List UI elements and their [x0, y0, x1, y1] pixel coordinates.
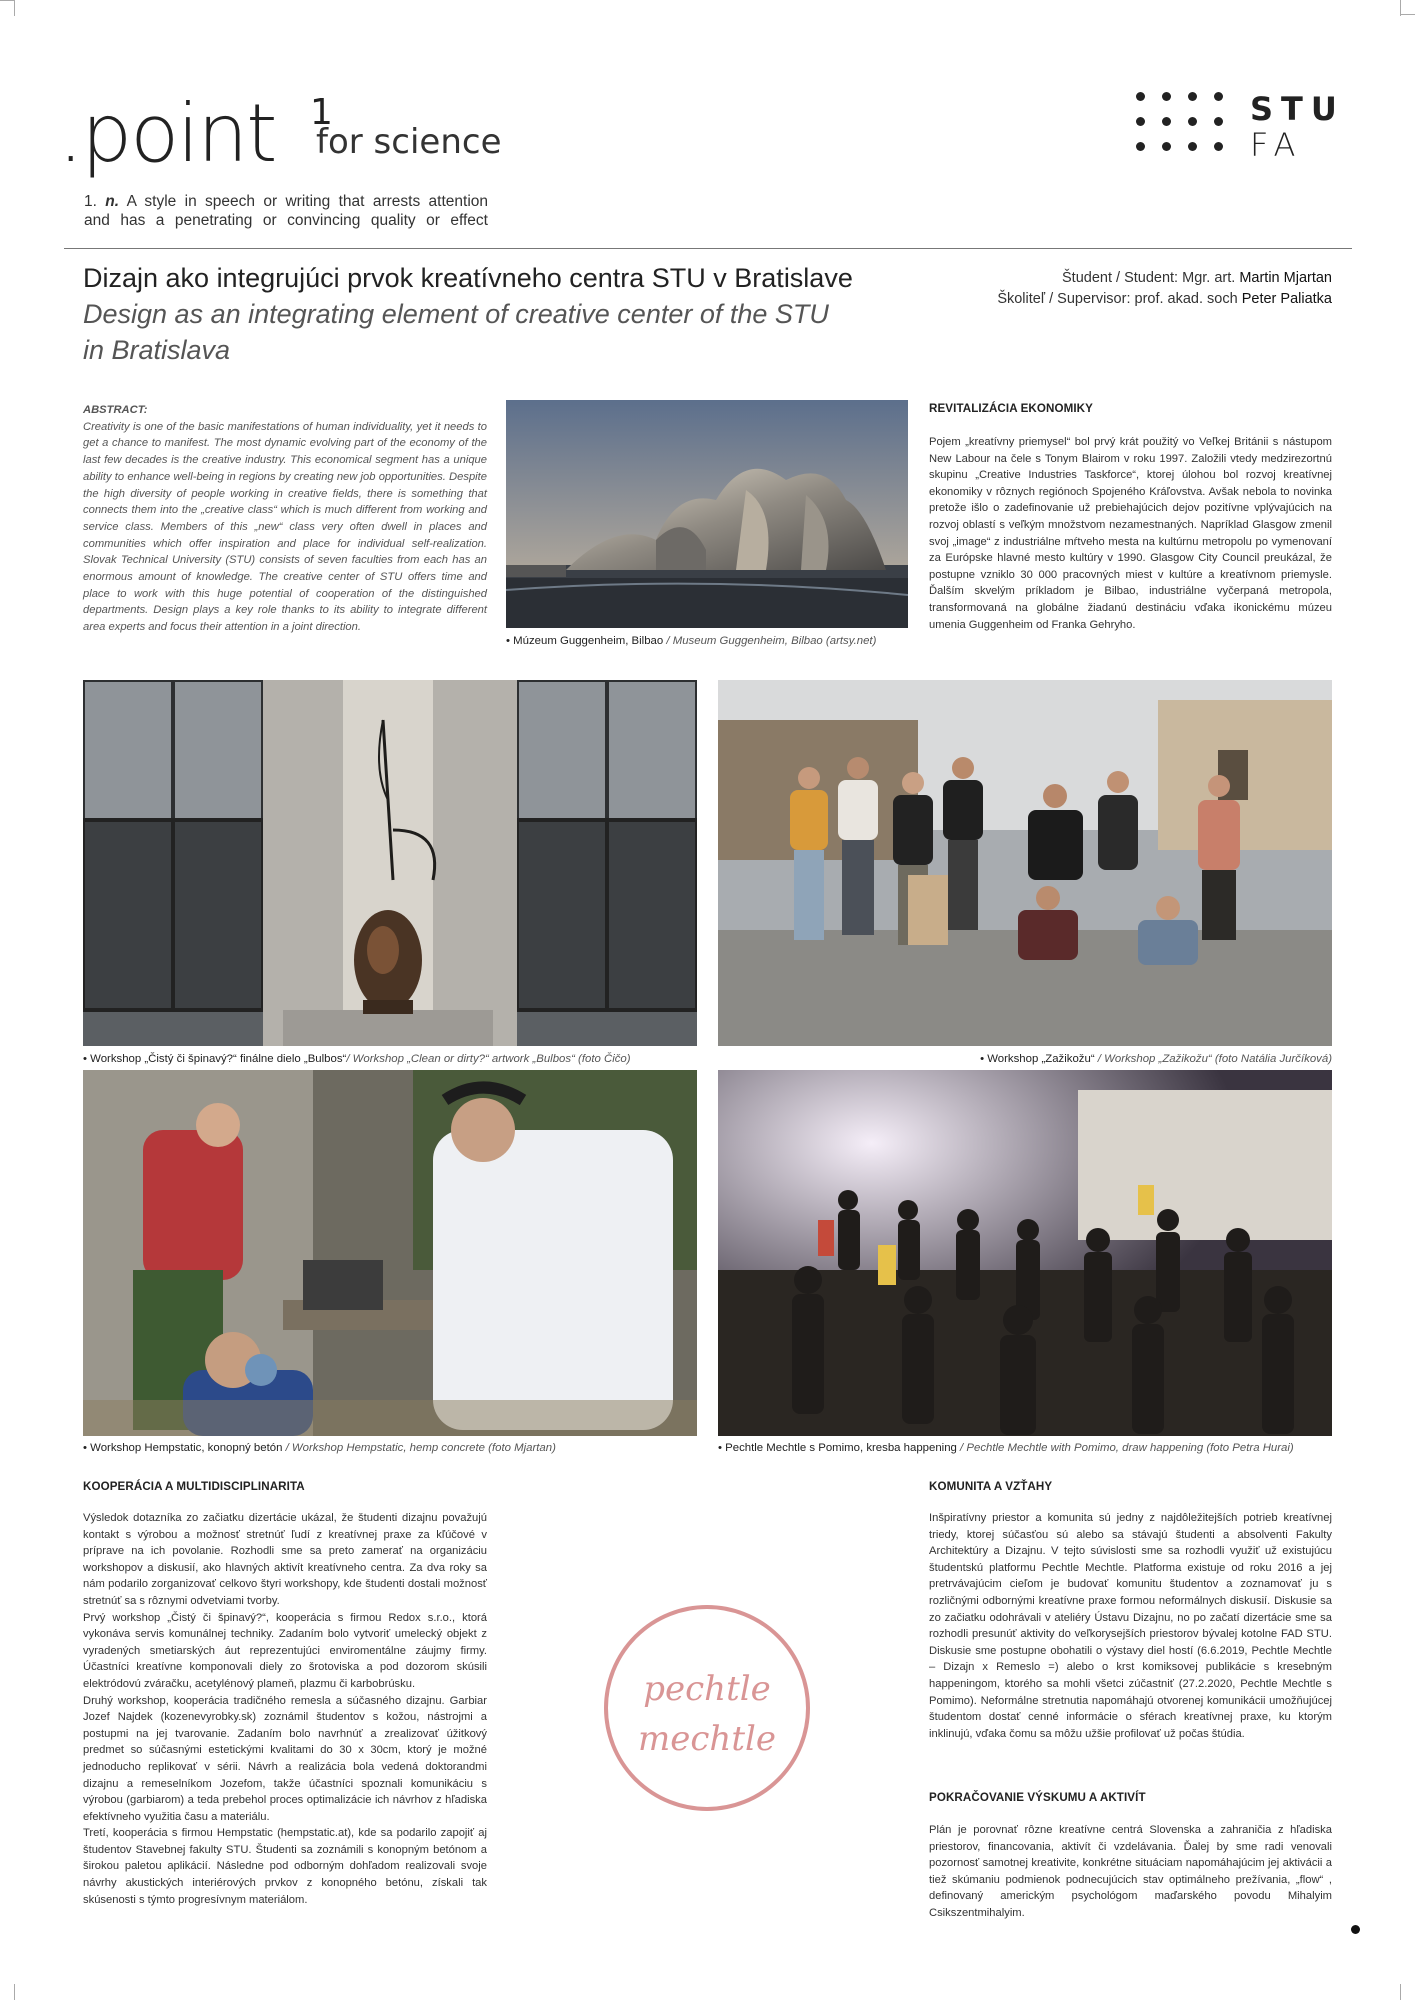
guggenheim-caption	[506, 634, 876, 648]
caption-sk: • Workshop Hempstatic, konopný betón	[83, 1442, 283, 1454]
abstract-text: Creativity is one of the basic manifestations of human individuality, yet it needs to get a chance to manifest. The most dynamic evolving part of the economy of the last few decades is the creative industry. This economical segment has a unique ability to enhance well-being in regions by creating new job opportunities. Despite the high diversity of people working in creative fields, there is something that connects them into the „creative class“ which is much different from working and service class. Members of this „new“ class very often dwell in places and communities which offer inspiration and place for individual self-realization. Slovak Technical University (STU) consists of seven faculties from each has an enormous amount of knowledge. The creative center of STU offers time and place to work with this huge potential of cooperation of the distinguished departments. Design plays a key role thanks to its ability to integrate different area experts and focus their attention in a joint direction.	[83, 420, 487, 634]
header-divider	[64, 248, 1352, 249]
crop-mark	[1400, 1984, 1401, 2000]
pechtle-mechtle-stamp	[601, 1602, 813, 1814]
authors-block	[997, 268, 1332, 310]
zazikozu-photo	[718, 680, 1332, 1046]
brand-wordmark	[58, 84, 518, 184]
kooperacia-paragraph-2: Prvý workshop „Čistý či špinavý?“, kooperácia s firmou Redox s.r.o., ktorá vykonáva servis komunálnej techniky. Zadaním bolo vytvoriť umelecký objekt z vyradených smetiarských áut reprezentujúci enviromentálne záujmy firmy. Účastníci kreatívne komponovali diely zo šrotoviska a pod dozorom skúsili elektródovú zváračku, acetylénový plameň, plazmu či karbobrúsku.	[83, 1611, 487, 1690]
title-slovak: Dizajn ako integrujúci prvok kreatívneho centra STU v Bratislave	[83, 263, 853, 293]
student-name: Martin Mjartan	[1239, 270, 1332, 286]
section-heading-komunita: KOMUNITA A VZŤAHY	[929, 1480, 1053, 1493]
brand-word: .point	[58, 87, 276, 180]
definition-line1: A style in speech or writing that arrests attention	[126, 193, 489, 210]
caption-sk: • Workshop „Čistý či špinavý?“ finálne dielo „Bulbos“	[83, 1053, 347, 1065]
logo-line1: STU	[1250, 90, 1345, 128]
pechtle-caption	[718, 1441, 1294, 1455]
supervisor-label: Školiteľ / Supervisor: prof. akad. soch	[997, 291, 1238, 307]
definition	[84, 192, 488, 230]
crop-mark	[14, 1984, 15, 2000]
title-english-line1: Design as an integrating element of creative center of the STU	[83, 299, 829, 329]
section-heading-kooperacia: KOOPERÁCIA A MULTIDISCIPLINARITA	[83, 1480, 305, 1493]
stamp-line1: pechtle	[643, 1669, 771, 1709]
hempstatic-caption	[83, 1441, 556, 1455]
title-english-line2: in Bratislava	[83, 335, 231, 365]
caption-en: / Museum Guggenheim, Bilbao (artsy.net)	[663, 635, 877, 647]
pechtle-photo	[718, 1070, 1332, 1436]
caption-sk: • Pechtle Mechtle s Pomimo, kresba happening	[718, 1442, 957, 1454]
section-text-komunita: Inšpiratívny priestor a komunita sú jedny z najdôležitejších potrieb kreatívnej triedy, ktorej súčasťou sú alebo sa stávajú študenti a absolventi Fakulty Architektúry a Dizajnu. V tejto súvislosti sme sa rozhodli využiť už existujúcu študentskú platformu Pechtle Mechtle. Platforma existuje od roku 2016 a jej pretrvávajúcim cieľom je budovať komunitu študentov a zoznamovať ju s rozličnými odbornými kreatívne praxe formou neformálnych diskusií. Diskusie sa zo začiatku odohrávali v ateliéry Ústavu Dizajnu, no po začatí dizertácie sme sa rozhodli presunúť aktivity do veľkorysejších priestorov bývalej kotolne FAD STU. Diskusie sme postupne obohatili o výstavy diel hostí (6.6.2019, Pechtle Mechtle – Dizajn x Remeslo =) alebo o krst komiksovej publikácie s kresebným happeningom, ktorého sa mohli všetci zúčastniť (27.2.2020, Pechtle Mechtle s Pomimo). Neformálne stretnutia napomáhajú otvorenej komunikácii umožňujúcej študentom dostať cenné informácie o sférach kreatívnej praxe, ku ktorým inklinujú, vďaka čomu sa môžu užšie profilovať už počas štúdia.	[929, 1512, 1332, 1740]
stamp-line2: mechtle	[638, 1719, 776, 1759]
caption-en: / Pechtle Mechtle with Pomimo, draw happening (foto Petra Hurai)	[956, 1442, 1294, 1454]
caption-sk: • Workshop „Zažikožu“	[980, 1053, 1098, 1065]
kooperacia-paragraph-4: Tretí, kooperácia s firmou Hempstatic (hempstatic.at), kde sa podarilo zapojiť aj študentov Stavebnej fakulty STU. Študenti sa zoznámili s konopným betónom a širokou paletou aplikácií. Následne pod odborným dohľadom realizovali svoje návrhy akustických interiérových prvkov z konopného betónu, získali tak skúsenosti s týmto progresívnym materiálom.	[83, 1827, 487, 1906]
section-text-kooperacia	[83, 1510, 487, 1908]
guggenheim-photo	[506, 400, 908, 628]
stu-fa-logo	[1136, 90, 1345, 164]
kooperacia-paragraph-3: Druhý workshop, kooperácia tradičného remesla a súčasného dizajnu. Garbiar Jozef Najdek (kozenevyrobky.sk) zoznámil študentov s kožou, nástrojmi a postupmi na jej tvarovanie. Zadaním bolo navrhnúť a zrealizovať úžitkový predmet so súčasnými estetickými kvalitami do 30 x 30cm, ktorý je možné jednoducho replikovať v sérii. Návrh a realizácia bola vedená doktorandmi dizajnu a remeselníkom Jozefom, takže účastníci spoznali komunikáciu s výrobou (garbiarom) a teda prebehol proces optimalizácie ich návrhov z hľadiska efektívneho využitia času a materiálu.	[83, 1694, 487, 1823]
definition-number: 1.	[84, 193, 97, 210]
caption-en: / Workshop „Zažikožu“ (foto Natália Jurčíková)	[1097, 1053, 1332, 1065]
definition-pos: n.	[105, 193, 120, 210]
brand-superscript: 1	[310, 92, 333, 133]
section-heading-revitalizacia: REVITALIZÁCIA EKONOMIKY	[929, 402, 1093, 415]
caption-en: / Workshop Hempstatic, hemp concrete (foto Mjartan)	[282, 1442, 556, 1454]
brand-suffix: for science	[316, 122, 502, 162]
kooperacia-paragraph-1: Výsledok dotazníka zo začiatku dizertácie ukázal, že študenti dizajnu považujú kontakt s výrobou a možnosť stretnúť ľudí z kreatívnej praxe za kľúčové v príprave na ich povolanie. Rozhodli sme sa preto zamerať na organizáciu workshopov a diskusií, ako hlavných aktivít kreatívneho centra. Za dva roky sa nám podarilo zorganizovať celkovo štyri workshopy, kde študenti dostali možnosť stretnúť sa s rôznymi odvetviami tvorby.	[83, 1512, 487, 1607]
crop-mark	[14, 0, 15, 16]
bulbos-caption	[83, 1052, 631, 1066]
bulbos-photo	[83, 680, 697, 1046]
title-english	[83, 296, 863, 368]
section-text-pokracovanie: Plán je porovnať rôzne kreatívne centrá Slovenska a zahraničia z hľadiska priestorov, financovania, aktivít či vzdelávania. Ďalej by sme radi venovali pozornosť samotnej kreativite, konkrétne situáciam napomáhajúcim jej aktivácii a tiež skúmaniu podmienok podnecujúcich stav optimálneho prežívania, „flow“ , definovaný americkým psychológom maďarského povodu Mihalyim Csikszentmihalyim.	[929, 1824, 1332, 1919]
caption-sk: • Múzeum Guggenheim, Bilbao	[506, 635, 664, 647]
supervisor-name: Peter Paliatka	[1241, 291, 1332, 307]
crop-mark	[0, 0, 14, 1]
zazikozu-caption	[980, 1052, 1332, 1066]
crop-mark	[1400, 14, 1415, 15]
caption-en: / Workshop „Clean or dirty?“ artwork „Bulbos“ (foto Čičo)	[346, 1053, 631, 1065]
logo-line2: FA	[1250, 126, 1304, 164]
end-dot	[1351, 1925, 1360, 1934]
student-label: Študent / Student: Mgr. art.	[1062, 270, 1236, 286]
hempstatic-photo	[83, 1070, 697, 1436]
definition-line2: and has a penetrating or convincing quality or effect	[84, 212, 488, 229]
abstract	[83, 402, 487, 636]
logo-dot-grid	[1136, 92, 1232, 160]
section-text-revitalizacia: Pojem „kreatívny priemysel“ bol prvý krát použitý vo Veľkej Británii s nástupom New Labour na čele s Tonym Blairom v roku 1997. Založili vtedy medzirezortnú skupinu „Creative Industries Taskforce“, ktorej úlohou bol rozvoj kreatívnej ekonomiky v rôznych regiónoch Spojeného Kráľovstva. Avšak nebola to novinka pretože išlo o zadefinovanie už prebiehajúcich dejov pozitívne vplývajúcich na rozvoj oblastí s veľkým množstvom nezamestnaných. Napríklad Glasgow zmenil svoj „image“ z industriálne mŕtveho mesta na kultúrnu metropolu po vymenovaní za Európske hlavné mesto kultúry v 1990. Glasgow City Council preukázal, že postupne vzniklo 30 000 pracovných miest v kultúre a kreatívnom priemysle. Ďalším skvelým príkladom je Bilbao, industriálne vyčerpaná metropola, transformovaná na globálne žiadanú destináciu vďaka ikonickému múzeu umenia Guggenheim od Franka Gehryho.	[929, 436, 1332, 631]
abstract-label: ABSTRACT:	[83, 404, 148, 416]
section-heading-pokracovanie: POKRAČOVANIE VÝSKUMU A AKTIVÍT	[929, 1791, 1146, 1804]
